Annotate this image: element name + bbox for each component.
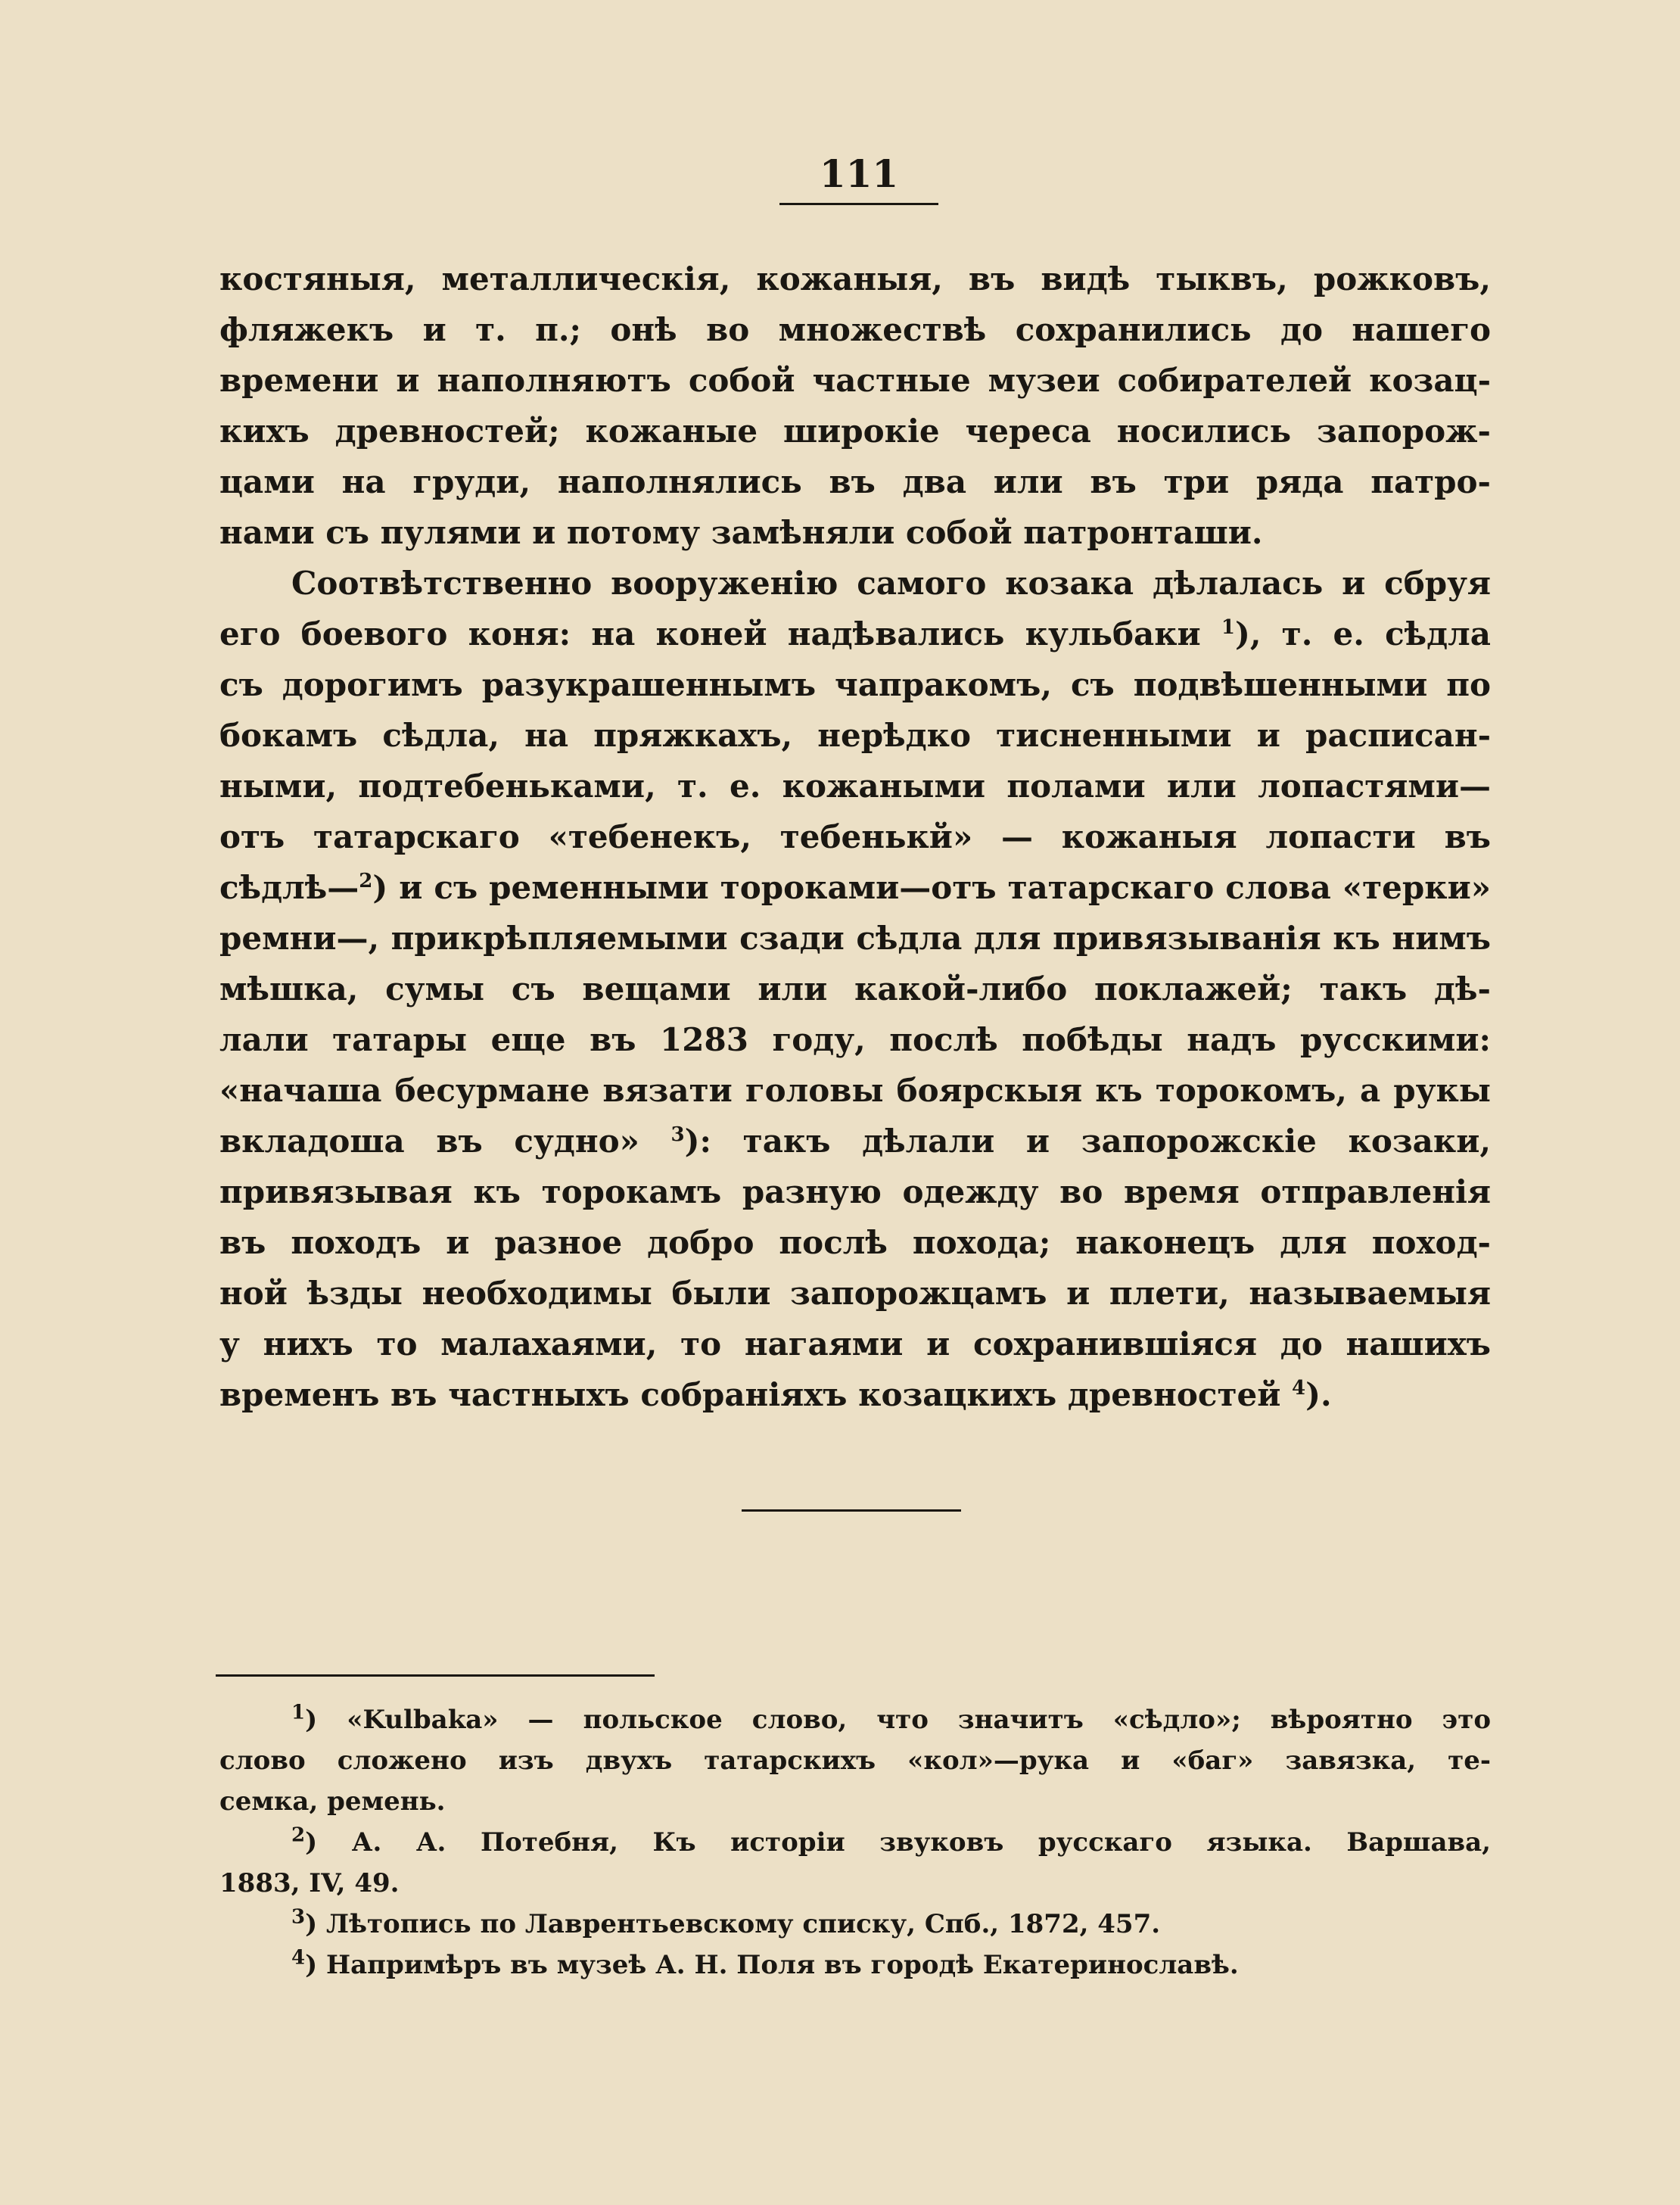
footnote-number: 2 xyxy=(291,1823,306,1847)
footnote-mark: 4 xyxy=(1292,1377,1306,1400)
main-text xyxy=(219,254,1491,1420)
line-text: ) и съ ременными тороками—отъ татарскаго слова «терки» xyxy=(372,869,1491,906)
footnote-line: 1883, IV, 49. xyxy=(219,1868,400,1898)
footnote-text: ) Напримѣръ въ музеѣ А. Н. Поля въ городѣ Екатеринославѣ. xyxy=(305,1950,1239,1980)
paragraph-line: лали татары еще въ 1283 году, послѣ побѣды надъ русскими: xyxy=(219,1021,1491,1058)
footnote-number: 1 xyxy=(291,1701,306,1724)
footnote-mark: 2 xyxy=(359,870,373,892)
footnote-mark: 1 xyxy=(1221,616,1235,639)
line-text: временъ въ частныхъ собраніяхъ козацкихъ древностей xyxy=(219,1376,1293,1413)
paragraph-line: нами съ пулями и потому замѣняли собой патронташи. xyxy=(219,514,1263,551)
footnote-line xyxy=(219,1945,1491,1985)
footnote-line xyxy=(219,1822,1491,1863)
paragraph-line: мѣшка, сумы съ вещами или какой-либо поклажей; такъ дѣ- xyxy=(219,970,1491,1008)
footnote-mark: 3 xyxy=(670,1123,685,1146)
paragraph-line: Соотвѣтственно вооруженію самого козака дѣлалась и сбруя xyxy=(291,565,1491,602)
footnote-text: ) А. А. Потебня, Къ исторіи звуковъ русскаго языка. Варшава, xyxy=(305,1827,1491,1858)
footnote-separator xyxy=(216,1674,655,1677)
paragraph-line: цами на груди, наполнялись въ два или въ три ряда патро- xyxy=(219,463,1491,500)
line-text: ), т. е. сѣдла xyxy=(1234,615,1491,652)
line-text: вкладоша въ судно» xyxy=(219,1123,671,1160)
paragraph-line: привязывая къ торокамъ разную одежду во время отправленія xyxy=(219,1173,1491,1210)
paragraph-line: кихъ древностей; кожаные широкіе череса носились запорож- xyxy=(219,413,1491,450)
paragraph-line: костяныя, металлическія, кожаныя, въ видѣ тыквъ, рожковъ, xyxy=(219,260,1491,297)
paragraph-line xyxy=(219,1369,1491,1420)
footnote-number: 4 xyxy=(291,1946,306,1970)
footnote-text: ) Лѣтопись по Лаврентьевскому списку, Спб., 1872, 457. xyxy=(305,1909,1161,1939)
footnote-text: ) «Kulbaka» — польское слово, что значитъ «сѣдло»; вѣроятно это xyxy=(305,1705,1491,1735)
paragraph-line: у нихъ то малахаями, то нагаями и сохранившіяся до нашихъ xyxy=(219,1325,1491,1363)
line-text: сѣдлѣ— xyxy=(219,869,359,906)
page-number: 111 xyxy=(819,151,899,196)
paragraph-line xyxy=(219,1116,1491,1166)
paragraph-line: ремни—, прикрѣпляемыми сзади сѣдла для привязыванія къ нимъ xyxy=(219,920,1491,957)
paragraph-line: ной ѣзды необходимы были запорожцамъ и плети, называемыя xyxy=(219,1275,1491,1312)
paragraph-line: ными, подтебеньками, т. е. кожаными полами или лопастями— xyxy=(219,768,1491,805)
paragraph-line xyxy=(219,609,1491,659)
paragraph-line: фляжекъ и т. п.; онѣ во множествѣ сохранились до нашего xyxy=(219,311,1491,348)
footnote-line: слово сложено изъ двухъ татарскихъ «кол»—рука и «баг» завязка, те- xyxy=(219,1746,1491,1776)
footnote-line xyxy=(219,1904,1491,1945)
paragraph-line: въ походъ и разное добро послѣ похода; наконецъ для поход- xyxy=(219,1224,1491,1261)
paragraph-line: бокамъ сѣдла, на пряжкахъ, нерѣдко тисненными и расписан- xyxy=(219,717,1491,754)
page-number-rule xyxy=(779,203,938,205)
paragraph-line: «начаша бесурмане вязати головы боярскыя къ торокомъ, а рукы xyxy=(219,1072,1491,1109)
line-text: ). xyxy=(1305,1376,1332,1413)
footnote-line xyxy=(219,1699,1491,1740)
footnotes xyxy=(219,1699,1491,1985)
paragraph-line: съ дорогимъ разукрашеннымъ чапракомъ, съ подвѣшенными по xyxy=(219,666,1491,703)
paragraph-line: времени и наполняютъ собой частные музеи собирателей козац- xyxy=(219,362,1491,399)
paragraph-line: отъ татарскаго «тебенекъ, тебенькй» — кожаныя лопасти въ xyxy=(219,818,1491,855)
line-text: ): такъ дѣлали и запорожскіе козаки, xyxy=(684,1123,1491,1160)
line-text: его боевого коня: на коней надѣвались кульбаки xyxy=(219,615,1221,652)
section-end-rule xyxy=(742,1509,961,1512)
footnote-line: семка, ремень. xyxy=(219,1786,446,1817)
paragraph-line xyxy=(219,862,1491,913)
footnote-number: 3 xyxy=(291,1905,306,1929)
